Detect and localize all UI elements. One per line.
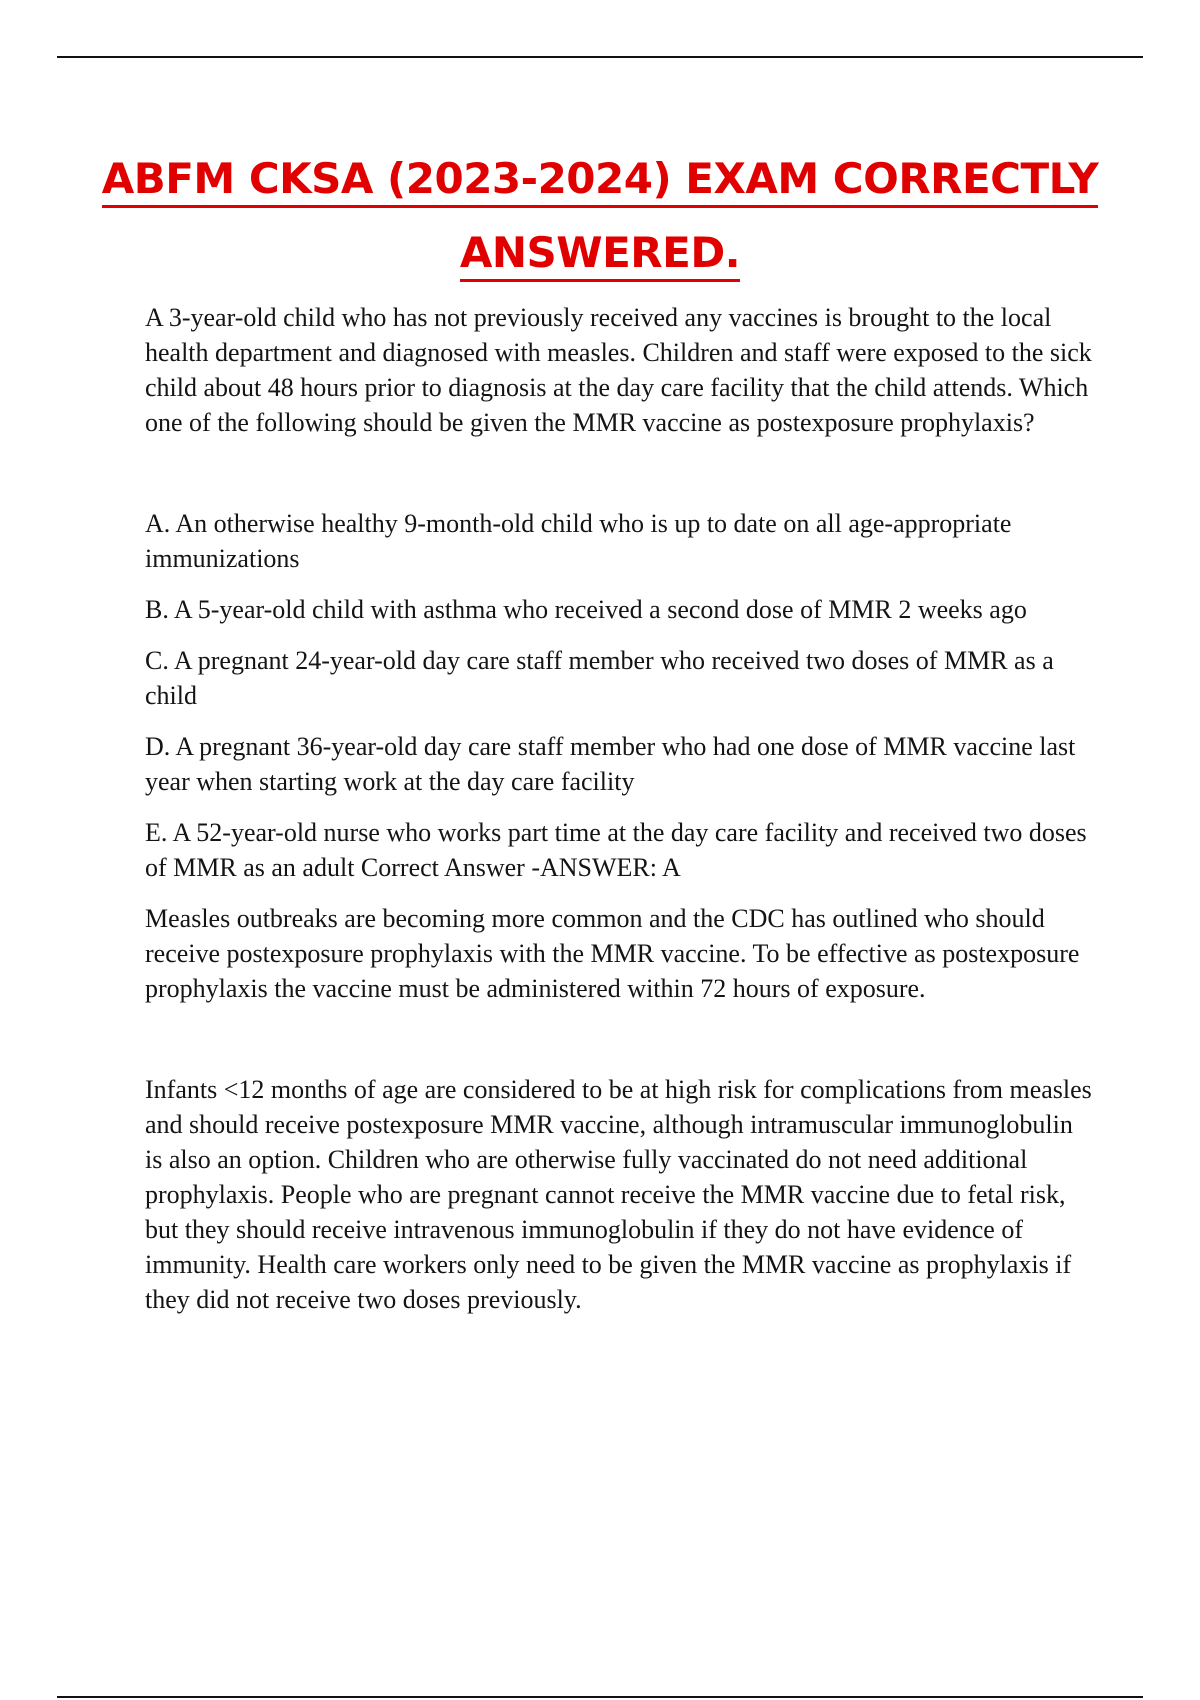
document-title bbox=[100, 146, 1100, 294]
answer-option-c: C. A pregnant 24-year-old day care staff member who received two doses of MMR as a child bbox=[145, 646, 1054, 710]
explanation-paragraph-2: Infants <12 months of age are considered to be at high risk for complications from measles and should receive postexposure MMR vaccine, although intramuscular immunoglobulin is also an option. Children who are otherwise fully vaccinated do not need additional prophylaxis. People who are pregnant cannot receive the MMR vaccine due to fetal risk, but they should receive intravenous immunoglobulin if they do not have evidence of immunity. Health care workers only need to be given the MMR vaccine as prophylaxis if they did not receive two doses previously. bbox=[145, 1075, 1092, 1314]
title-line-1: ABFM CKSA (2023-2024) EXAM CORRECTLY bbox=[102, 153, 1099, 208]
answer-option-a: A. An otherwise healthy 9-month-old child who is up to date on all age-appropriate immunizations bbox=[145, 509, 1012, 573]
top-rule bbox=[57, 56, 1143, 58]
bottom-rule bbox=[57, 1696, 1143, 1698]
explanation-paragraph-1: Measles outbreaks are becoming more common and the CDC has outlined who should receive postexposure prophylaxis with the MMR vaccine. To be effective as postexposure prophylaxis the vaccine must be administered within 72 hours of exposure. bbox=[145, 904, 1080, 1003]
answer-option-b: B. A 5-year-old child with asthma who received a second dose of MMR 2 weeks ago bbox=[145, 595, 1027, 624]
answer-option-e: E. A 52-year-old nurse who works part time at the day care facility and received two doses of MMR as an adult Correct Answer -ANSWER: A bbox=[145, 818, 1087, 882]
title-line-2: ANSWERED. bbox=[460, 227, 740, 282]
question-text: A 3-year-old child who has not previously received any vaccines is brought to the local health department and diagnosed with measles. Children and staff were exposed to the sick child about 48 hours prior to diagnosis at the day care facility that the child attends. Which one of the following should be given the MMR vaccine as postexposure prophylaxis? bbox=[145, 303, 1092, 437]
answer-option-d: D. A pregnant 36-year-old day care staff member who had one dose of MMR vaccine last year when starting work at the day care facility bbox=[145, 732, 1076, 796]
document-body bbox=[145, 300, 1095, 1317]
